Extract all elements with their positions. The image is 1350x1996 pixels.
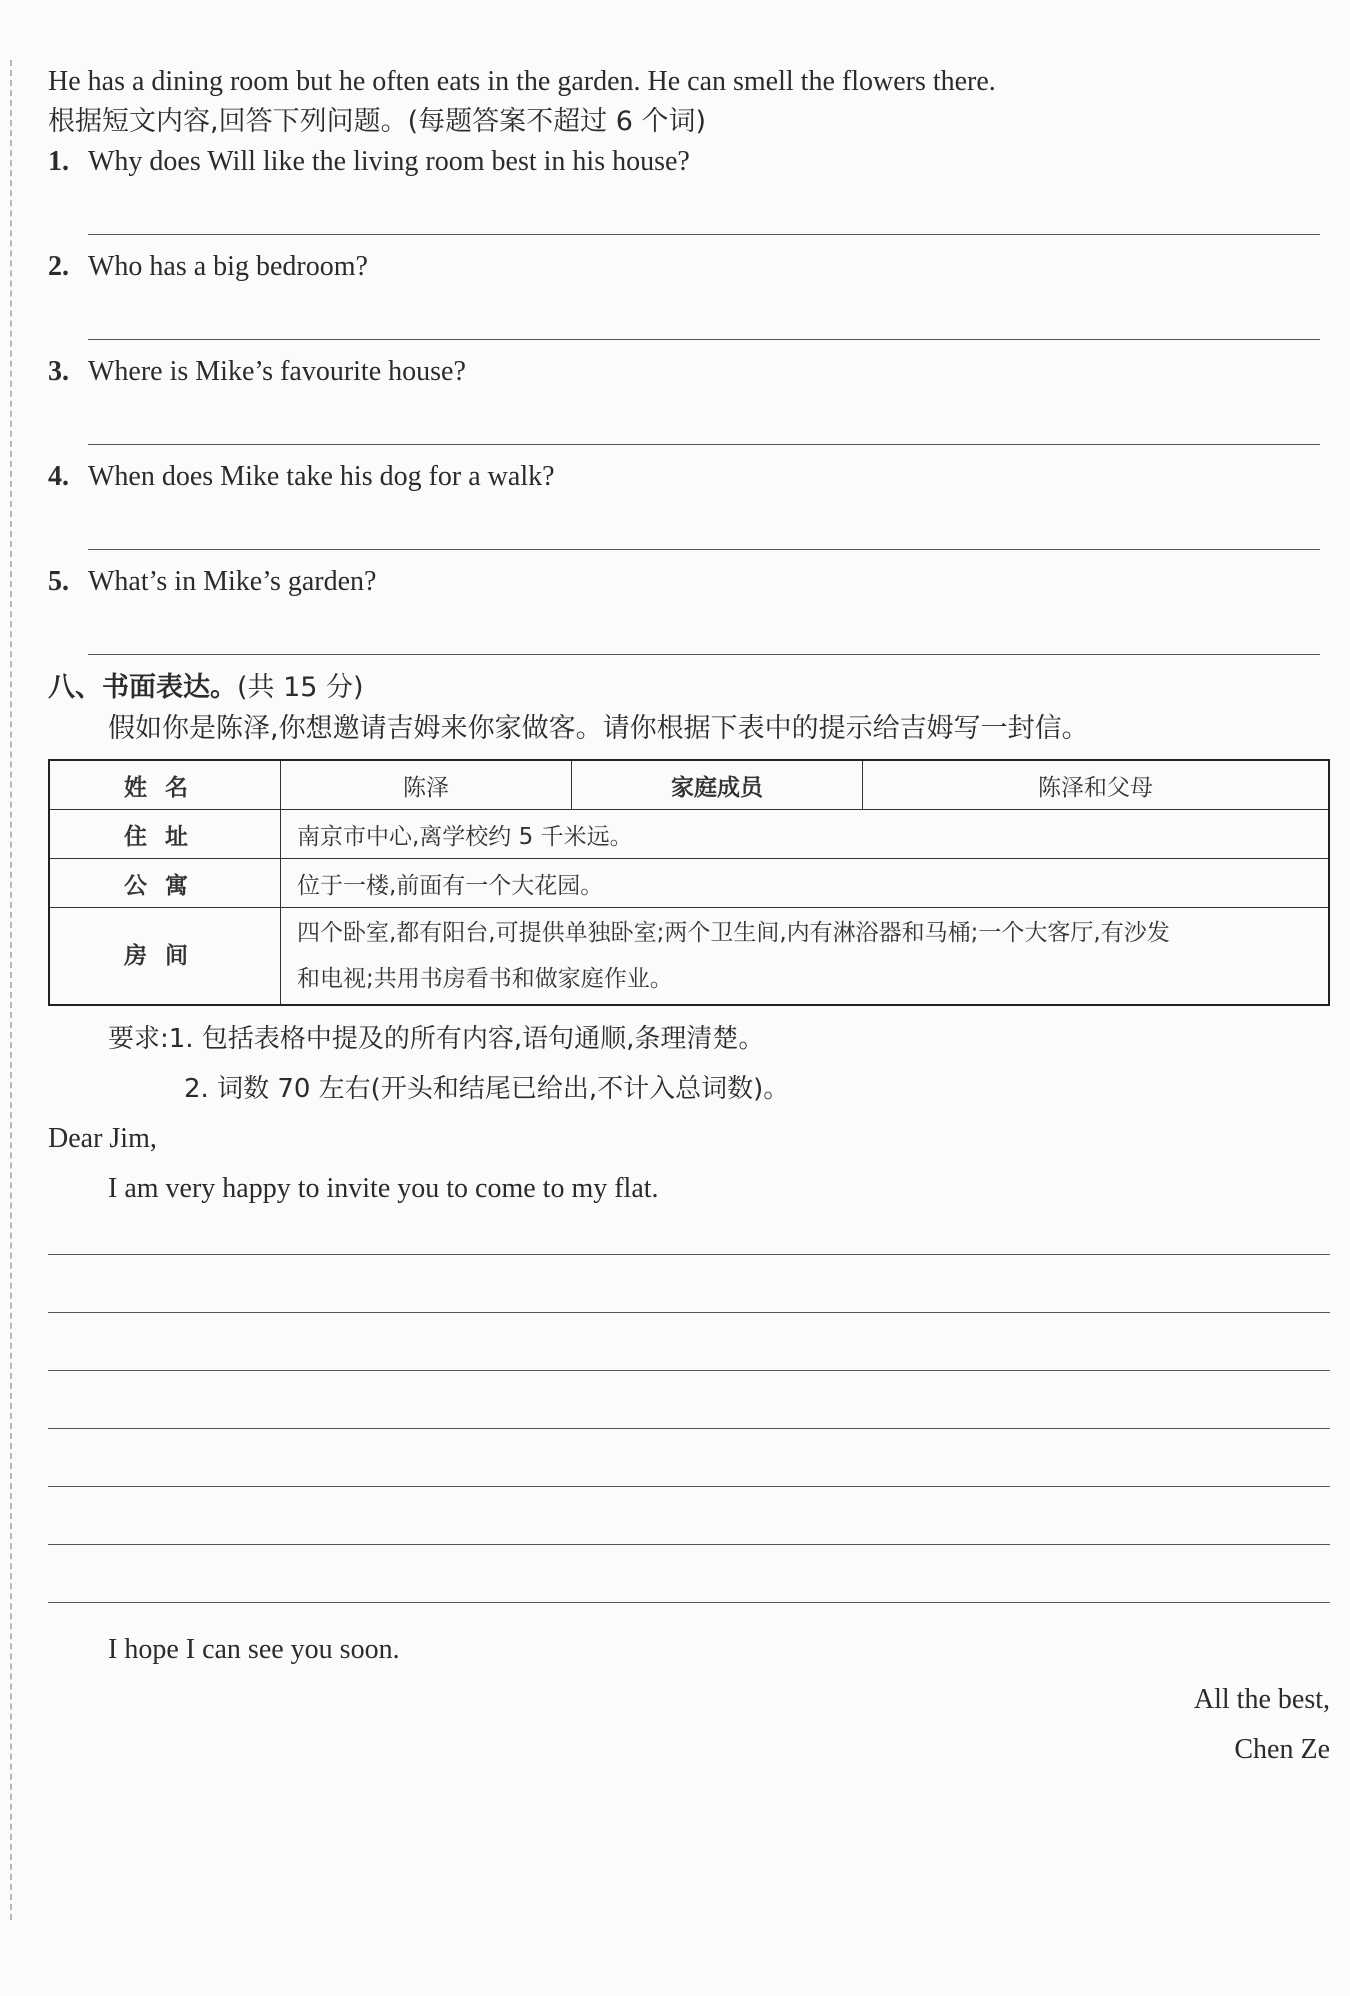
requirement-2: 2. 词数 70 左右(开头和结尾已给出,不计入总词数)。 [184, 1074, 790, 1104]
question-text: Who has a big bedroom? [88, 251, 368, 282]
section-heading [48, 667, 1330, 709]
question-number: 3. [48, 356, 69, 387]
answer-line[interactable] [88, 549, 1320, 550]
writing-line[interactable] [48, 1312, 1330, 1313]
family-value: 陈泽和父母 [863, 760, 1330, 810]
question-text: When does Mike take his dog for a walk? [88, 461, 555, 492]
section-score: (共 15 分) [237, 672, 364, 703]
requirement-1: 要求:1. 包括表格中提及的所有内容,语句通顺,条理清楚。 [108, 1024, 765, 1054]
letter-greeting: Dear Jim, [48, 1123, 157, 1154]
question-number: 5. [48, 566, 69, 597]
question-list [48, 142, 1330, 655]
answer-line[interactable] [88, 339, 1320, 340]
writing-line[interactable] [48, 1370, 1330, 1371]
question-item [48, 562, 1330, 655]
flat-label: 公寓 [49, 859, 281, 908]
intro-line: He has a dining room but he often eats in the garden. He can smell the flowers there. [48, 66, 996, 97]
question-text: What’s in Mike’s garden? [88, 566, 377, 597]
question-item [48, 457, 1330, 550]
letter-sign-off: All the best, [1193, 1684, 1330, 1715]
writing-line[interactable] [48, 1544, 1330, 1545]
answer-line[interactable] [88, 444, 1320, 445]
letter-signature: Chen Ze [1234, 1734, 1330, 1765]
question-number: 4. [48, 461, 69, 492]
question-number: 2. [48, 251, 69, 282]
question-text: Where is Mike’s favourite house? [88, 356, 466, 387]
question-item [48, 352, 1330, 445]
name-value: 陈泽 [281, 760, 572, 810]
address-label: 住址 [49, 810, 281, 859]
writing-line[interactable] [48, 1486, 1330, 1487]
worksheet-page [48, 62, 1330, 1775]
question-number: 1. [48, 146, 69, 177]
question-item [48, 247, 1330, 340]
section-title: 八、书面表达。 [48, 672, 237, 703]
address-value: 南京市中心,离学校约 5 千米远。 [281, 810, 1330, 859]
question-text: Why does Will like the living room best in his house? [88, 146, 690, 177]
writing-line[interactable] [48, 1428, 1330, 1429]
rooms-value-line-1: 四个卧室,都有阳台,可提供单独卧室;两个卫生间,内有淋浴器和马桶;一个大客厅,有沙发 [297, 920, 1170, 946]
binding-margin-line [10, 60, 12, 1920]
rooms-label: 房间 [49, 908, 281, 1006]
letter-closing-line: I hope I can see you soon. [108, 1634, 400, 1665]
writing-area[interactable] [48, 1254, 1330, 1603]
name-label: 姓名 [49, 760, 281, 810]
answer-line[interactable] [88, 654, 1320, 655]
instruction: 根据短文内容,回答下列问题。(每题答案不超过 6 个词) [48, 106, 706, 137]
rooms-value-line-2: 和电视;共用书房看书和做家庭作业。 [297, 966, 673, 992]
info-table [48, 759, 1330, 1006]
writing-prompt: 假如你是陈泽,你想邀请吉姆来你家做客。请你根据下表中的提示给吉姆写一封信。 [108, 713, 1089, 744]
flat-value: 位于一楼,前面有一个大花园。 [281, 859, 1330, 908]
writing-line[interactable] [48, 1602, 1330, 1603]
rooms-value [281, 908, 1330, 1006]
answer-line[interactable] [88, 234, 1320, 235]
question-item [48, 142, 1330, 235]
letter-opening: I am very happy to invite you to come to my flat. [108, 1173, 659, 1204]
family-label: 家庭成员 [572, 760, 863, 810]
writing-line[interactable] [48, 1254, 1330, 1255]
